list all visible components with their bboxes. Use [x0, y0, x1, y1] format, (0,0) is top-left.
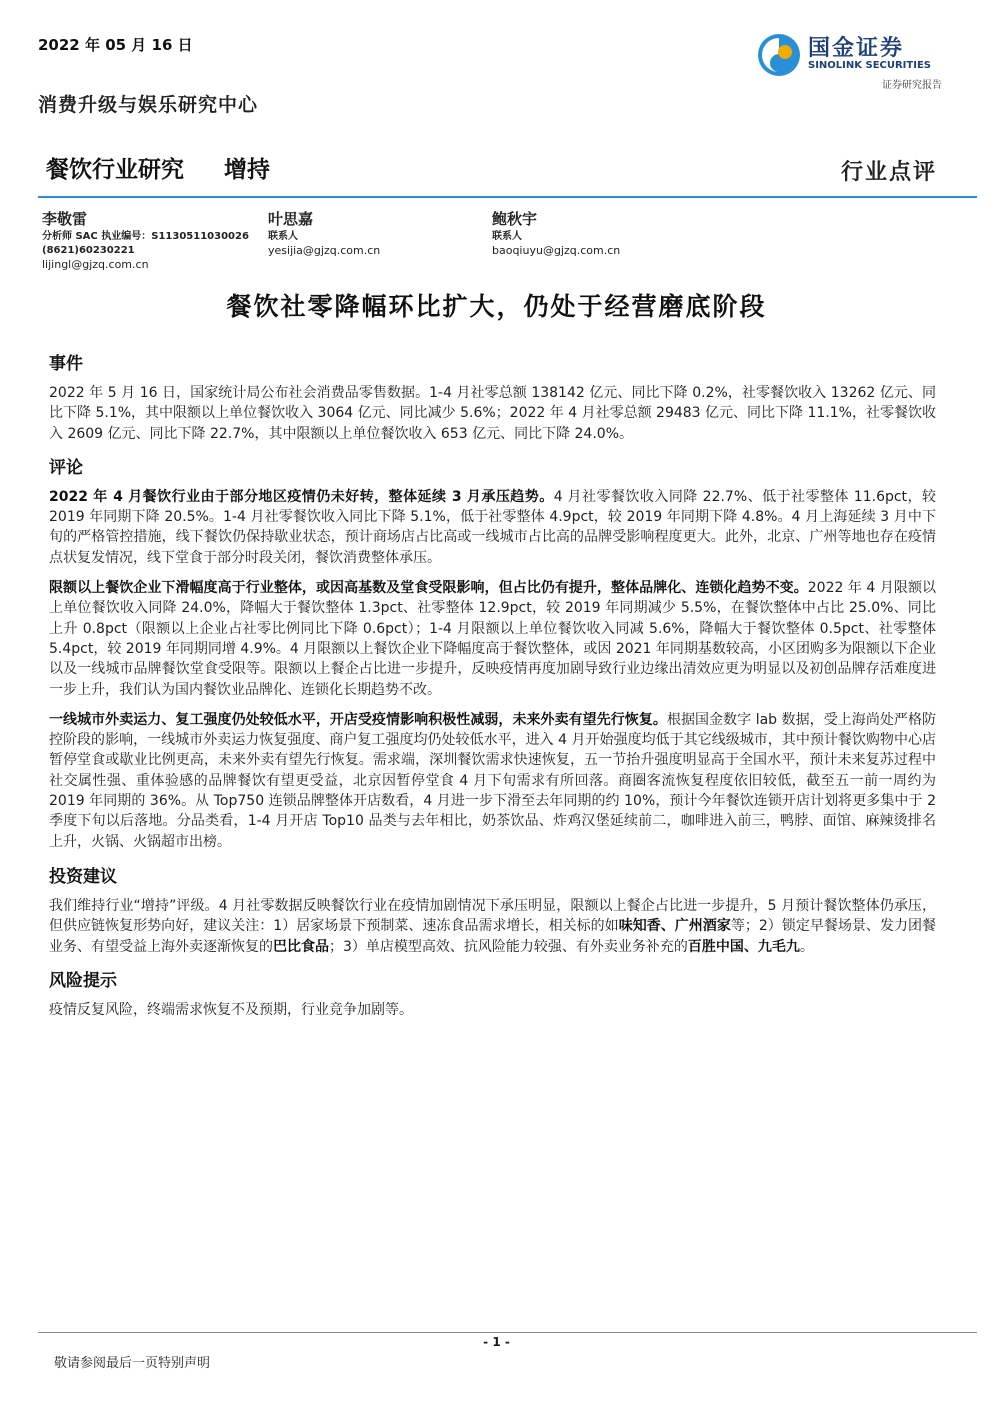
- advice-text: 我们维持行业“增持”评级。4 月社零数据反映餐饮行业在疫情加剧情况下承压明显，限额以上餐企占比进一步提升，5 月预计餐饮整体仍承压，但供应链恢复形势向好，建议关注：1）居家场景下预制菜、速冻食品需求增长，相关标的如: [49, 897, 936, 935]
- header-divider: [38, 196, 977, 198]
- advice-text: 。: [799, 938, 814, 955]
- report-label: 证券研究报告: [882, 80, 942, 91]
- author-card: [42, 208, 249, 272]
- comment-paragraph: [49, 710, 936, 852]
- report-title: 餐饮社零降幅环比扩大，仍处于经营磨底阶段: [226, 292, 767, 321]
- logo-text-cn: 国金证券: [808, 36, 905, 61]
- logo-text-en: SINOLINK SECURITIES: [808, 60, 931, 71]
- event-paragraph: 2022 年 5 月 16 日，国家统计局公布社会消费品零售数据。1-4 月社零总额 138142 亿元、同比下降 0.2%，社零餐饮收入 13262 亿元、同比下降 5.1%，其中限额以上单位餐饮收入 3064 亿元、同比减少 5.6%；2022 年 4 月社零总额 29483 亿元、同比下降 11.1%，社零餐饮收入 2609 亿元、同比下降 22.7%，其中限额以上单位餐饮收入 653 亿元、同比下降 24.0%。: [49, 385, 936, 442]
- author-name: 鲍秋宇: [492, 210, 538, 228]
- stock-picks: 百胜中国、九毛九: [687, 938, 800, 955]
- author-email[interactable]: lijingl@gjzq.com.cn: [42, 258, 149, 271]
- section-heading-advice: 投资建议: [49, 866, 117, 887]
- section-heading-risk: 风险提示: [49, 970, 117, 991]
- sinolink-logo-icon: [756, 32, 802, 78]
- author-name: 李敬雷: [42, 210, 88, 228]
- footer-divider: [38, 1332, 977, 1333]
- report-date: 2022 年 05 月 16 日: [38, 36, 193, 54]
- industry-name: 餐饮行业研究: [46, 157, 184, 183]
- author-role: 联系人: [492, 231, 522, 242]
- stock-picks: 味知香、广州酒家: [618, 918, 731, 935]
- author-phone: (8621)60230221: [42, 245, 135, 256]
- comment-paragraph: [49, 487, 936, 568]
- author-role: 联系人: [268, 231, 298, 242]
- stock-picks: 巴比食品: [273, 938, 329, 955]
- research-center: 消费升级与娱乐研究中心: [38, 94, 259, 116]
- section-heading-comment: 评论: [49, 457, 83, 478]
- report-body: [49, 352, 936, 1020]
- author-credential: 分析师 SAC 执业编号：S1130511030026: [42, 231, 249, 242]
- comment-text: 4 月社零餐饮收入同降 22.7%、低于社零整体 11.6pct，较 2019 年同期下降 20.5%。1-4 月社零餐饮收入同比下降 5.1%，低于社零整体 4.9pct，较 2019 年同期下降 4.8%。4 月上海延续 3 月中下旬的严格管控措施，线下餐饮仍保持歇业状态，预计商场店占比高或一线城市占比高的品牌受影响程度更大。此外，北京、广州等地也存在疫情点状复发情况，线下堂食于部分时段关闭，餐饮消费整体承压。: [49, 488, 936, 566]
- author-email[interactable]: baoqiuyu@gjzq.com.cn: [492, 244, 621, 257]
- disclaimer-note: 敬请参阅最后一页特别声明: [54, 1356, 211, 1371]
- advice-text: ；3）单店模型高效、抗风险能力较强、有外卖业务补充的: [329, 938, 688, 955]
- comment-lead: 2022 年 4 月餐饮行业由于部分地区疫情仍未好转，整体延续 3 月承压趋势。: [49, 488, 554, 505]
- comment-text: 根据国金数字 lab 数据，受上海尚处严格防控阶段的影响，一线城市外卖运力恢复强度、商户复工强度均仍处较低水平，进入 4 月开始强度均低于其它线级城市，其中预计餐饮购物中心店暂停堂食或歇业比例更高，未来外卖有望先行恢复。需求端，深圳餐饮需求快速恢复，五一节抬升强度明显高于全国水平，预计未来复苏过程中社交属性强、重体验感的品牌餐饮有望更受益，北京因暂停堂食 4 月下旬需求有所回落。商圈客流恢复程度依旧较低，截至五一前一周约为 2019 年同期的 36%。从 Top750 连锁品牌整体开店数看，4 月进一步下滑至去年同期的约 10%，预计今年餐饮连锁开店计划将更多集中于 2 季度下旬以后落地。分品类看，1-4 月开店 Top10 品类与去年相比，奶茶饮品、炸鸡汉堡延续前二，咖啡进入前三，鸭脖、面馆、麻辣烫排名上升，火锅、火锅超市出榜。: [49, 711, 937, 850]
- advice-paragraph: [49, 896, 936, 957]
- comment-lead: 限额以上餐饮企业下滑幅度高于行业整体，或因高基数及堂食受限影响，但占比仍有提升，整体品牌化、连锁化趋势不变。: [49, 580, 808, 597]
- comment-text: 2022 年 4 月限额以上单位餐饮收入同降 24.0%，降幅大于餐饮整体 1.3pct、社零整体 12.9pct，较 2019 年同期减少 5.5%，在餐饮整体中占比 25.0%、同比上升 0.8pct（限额以上企业占社零比例同比下降 0.6pct）；1-4 月限额以上单位餐饮收入同减 5.6%，降幅大于餐饮整体 0.5pct、社零整体 5.4pct，较 2019 年同期同增 4.9%。4 月限额以上餐饮企业下降幅度高于餐饮整体，或因 2021 年同期基数较高，小区团购多为限额以下企业以及一线城市品牌餐饮堂食受限等。限额以上餐企占比进一步提升，反映疫情再度加剧导致行业边缘出清效应更为明显以及初创品牌存活难度进一步上升，我们认为国内餐饮业品牌化、连锁化长期趋势不改。: [49, 580, 936, 698]
- author-card: [492, 208, 620, 258]
- rating-badge: 增持: [224, 157, 270, 183]
- report-type: 行业点评: [840, 160, 937, 185]
- author-email[interactable]: yesijia@gjzq.com.cn: [268, 244, 381, 257]
- comment-paragraph: [49, 578, 936, 700]
- company-logo: [756, 30, 946, 92]
- comment-lead: 一线城市外卖运力、复工强度仍处较低水平，开店受疫情影响积极性减弱，未来外卖有望先行恢复。: [49, 711, 667, 728]
- risk-paragraph: 疫情反复风险，终端需求恢复不及预期，行业竞争加剧等。: [49, 1001, 413, 1018]
- author-card: [268, 208, 380, 258]
- advice-text: 等；2）锁定早餐场景、发力团餐业务、有望受益上海外卖逐渐恢复的: [49, 918, 936, 955]
- author-name: 叶思嘉: [268, 210, 314, 228]
- section-heading-event: 事件: [49, 354, 83, 374]
- page-number: - 1 -: [483, 1335, 510, 1349]
